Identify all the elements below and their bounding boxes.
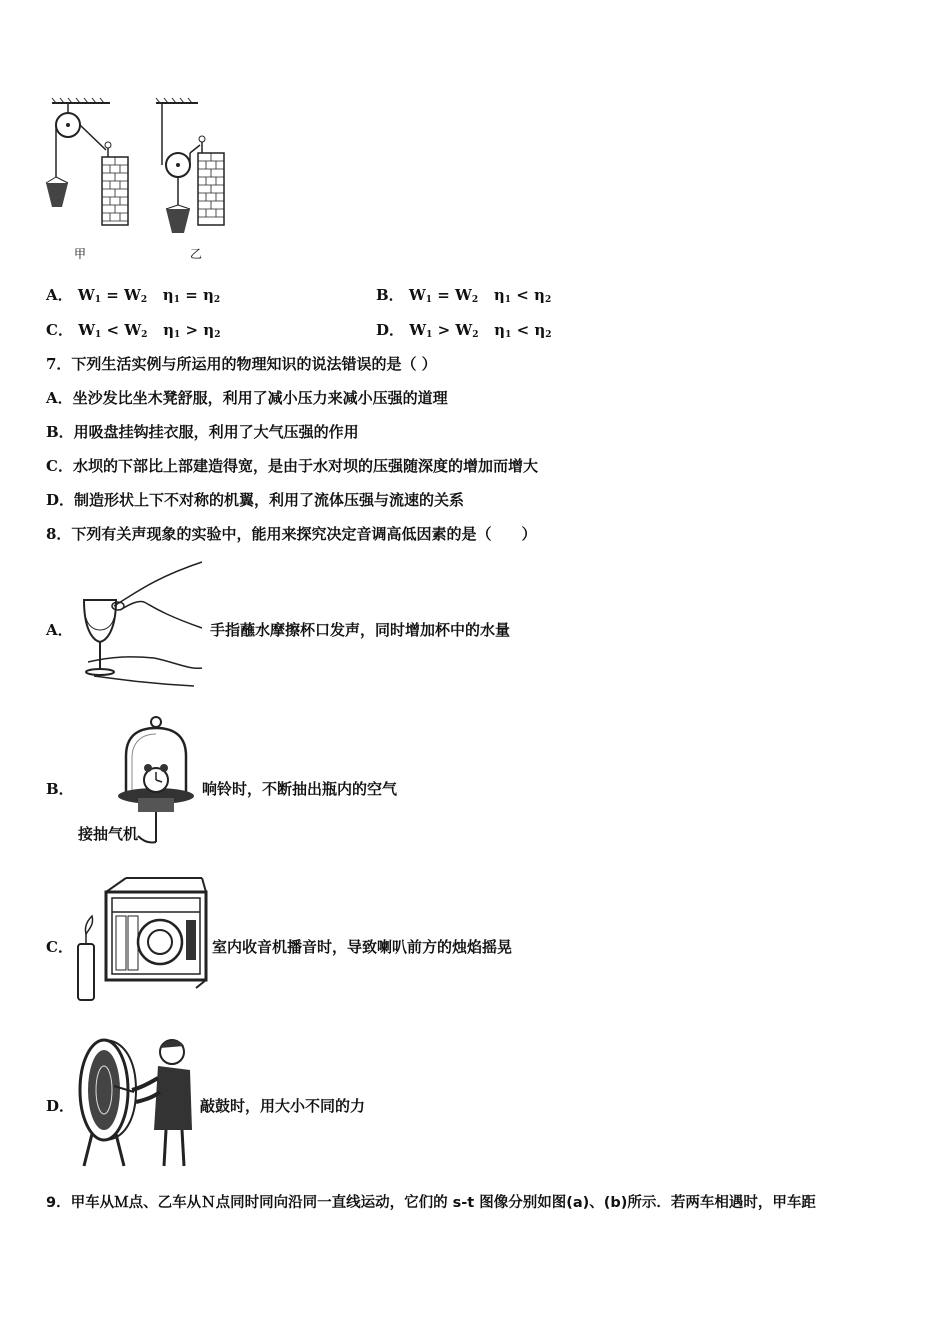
pulley-figure-yi xyxy=(148,95,268,255)
q6-option-b: B． $W_1 = W_2$ $\eta_1 < \eta_2$ xyxy=(376,286,552,305)
q6-option-d: D． $W_1 > W_2$ $\eta_1 < \eta_2$ xyxy=(376,321,552,340)
q9-stem: 9．甲车从Ｍ点、乙车从Ｎ点同时同向沿同一直线运动，它们的 s-t 图像分别如图(a)、(b)所示．若两车相遇时，甲车距 xyxy=(46,1195,816,1211)
q8-stem: 8．下列有关声现象的实验中，能用来探究决定音调高低因素的是（ ） xyxy=(46,525,537,543)
q8-option-c-text: 室内收音机播音时，导致喇叭前方的烛焰摇晃 xyxy=(212,938,513,956)
q8-option-a-text: 手指蘸水摩擦杯口发声，同时增加杯中的水量 xyxy=(210,621,511,639)
radio-candle-image xyxy=(70,872,210,1004)
q8-option-d-letter: D． xyxy=(46,1097,75,1115)
drum-player-image xyxy=(74,1030,204,1170)
q6-option-c: C． $W_1 < W_2$ $\eta_1 > \eta_2$ xyxy=(46,321,221,340)
figure-label-jia: 甲 xyxy=(74,247,87,261)
q8-option-c-letter: C． xyxy=(46,938,73,956)
vacuum-pump-caption: 接抽气机 xyxy=(78,825,139,843)
q8-option-b-text: 响铃时，不断抽出瓶内的空气 xyxy=(202,780,398,798)
q7-option-d: D．制造形状上下不对称的机翼，利用了流体压强与流速的关系 xyxy=(46,491,465,509)
q7-option-a: A．坐沙发比坐木凳舒服，利用了减小压力来减小压强的道理 xyxy=(46,389,448,407)
q7-option-c: C．水坝的下部比上部建造得宽，是由于水对坝的压强随深度的增加而增大 xyxy=(46,457,538,475)
q8-option-b-letter: B． xyxy=(46,780,74,798)
q8-option-a-letter: A． xyxy=(46,621,73,639)
q6-option-a: A． $W_1 = W_2$ $\eta_1 = \eta_2$ xyxy=(46,286,221,305)
pulley-figure-jia xyxy=(40,95,160,255)
q7-option-b: B．用吸盘挂钩挂衣服，利用了大气压强的作用 xyxy=(46,423,359,441)
q7-stem: 7．下列生活实例与所运用的物理知识的说法错误的是（ ） xyxy=(46,355,437,373)
q8-option-d-text: 敲鼓时，用大小不同的力 xyxy=(200,1097,366,1115)
wine-glass-hand-image xyxy=(74,558,204,688)
figure-label-yi: 乙 xyxy=(190,247,203,261)
